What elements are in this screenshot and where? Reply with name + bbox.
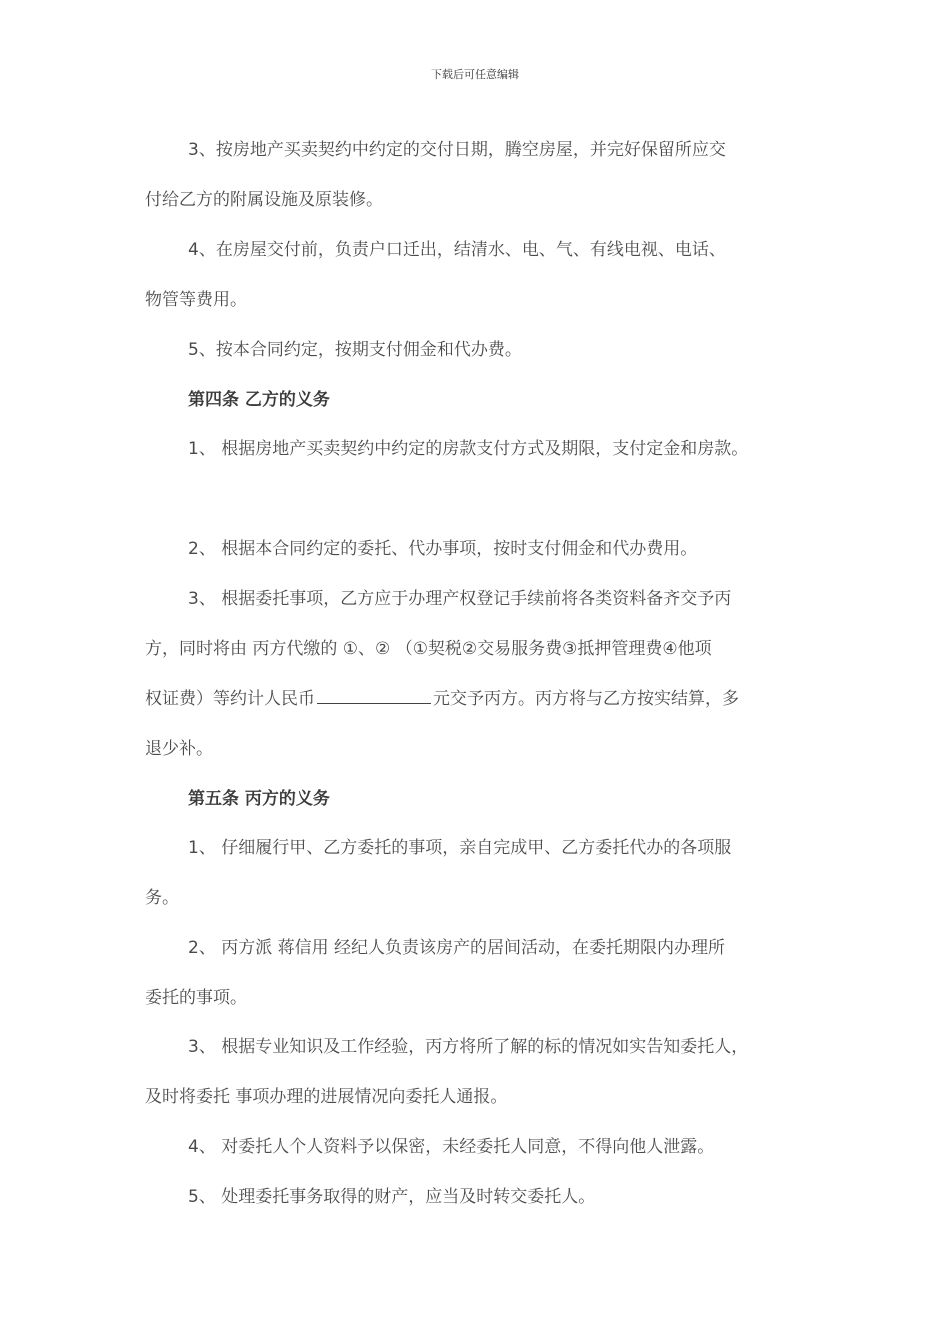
text-line: 3、 根据委托事项，乙方应于办理产权登记手续前将各类资料备齐交予丙 (188, 589, 732, 609)
text-line: 付给乙方的附属设施及原装修。 (145, 190, 383, 210)
text-line-with-blank (145, 687, 739, 711)
section-heading-article-5: 第五条 丙方的义务 (188, 789, 330, 809)
text-line: 1、 仔细履行甲、乙方委托的事项，亲自完成甲、乙方委托代办的各项服 (188, 838, 732, 858)
text-line: 2、 根据本合同约定的委托、代办事项，按时支付佣金和代办费用。 (188, 539, 698, 559)
text-line: 退少补。 (145, 739, 213, 759)
text-line: 物管等费用。 (145, 290, 247, 310)
text-line: 委托的事项。 (145, 988, 247, 1008)
text-line: 5、按本合同约定，按期支付佣金和代办费。 (188, 340, 522, 360)
text-line: 1、 根据房地产买卖契约中约定的房款支付方式及期限，支付定金和房款。 (188, 439, 749, 459)
text-line: 及时将委托 事项办理的进展情况向委托人通报。 (145, 1087, 508, 1107)
text-segment: 元交予丙方。丙方将与乙方按实结算，多 (433, 689, 739, 709)
text-line: 4、在房屋交付前，负责户口迁出，结清水、电、气、有线电视、电话、 (188, 240, 726, 260)
text-line: 务。 (145, 888, 179, 908)
text-line: 2、 丙方派 蒋信用 经纪人负责该房产的居间活动，在委托期限内办理所 (188, 938, 726, 958)
text-line: 3、按房地产买卖契约中约定的交付日期，腾空房屋，并完好保留所应交 (188, 140, 726, 160)
text-line: 4、 对委托人个人资料予以保密，未经委托人同意，不得向他人泄露。 (188, 1137, 715, 1157)
amount-blank-field[interactable] (317, 687, 431, 704)
text-line: 3、 根据专业知识及工作经验，丙方将所了解的标的情况如实告知委托人， (188, 1037, 749, 1057)
text-segment: 权证费）等约计人民币 (145, 689, 315, 709)
section-heading-article-4: 第四条 乙方的义务 (188, 390, 330, 410)
page-header: 下载后可任意编辑 (431, 68, 519, 81)
text-line: 5、 处理委托事务取得的财产，应当及时转交委托人。 (188, 1187, 596, 1207)
text-line: 方，同时将由 丙方代缴的 ①、② （①契税②交易服务费③抵押管理费④他项 (145, 639, 712, 659)
